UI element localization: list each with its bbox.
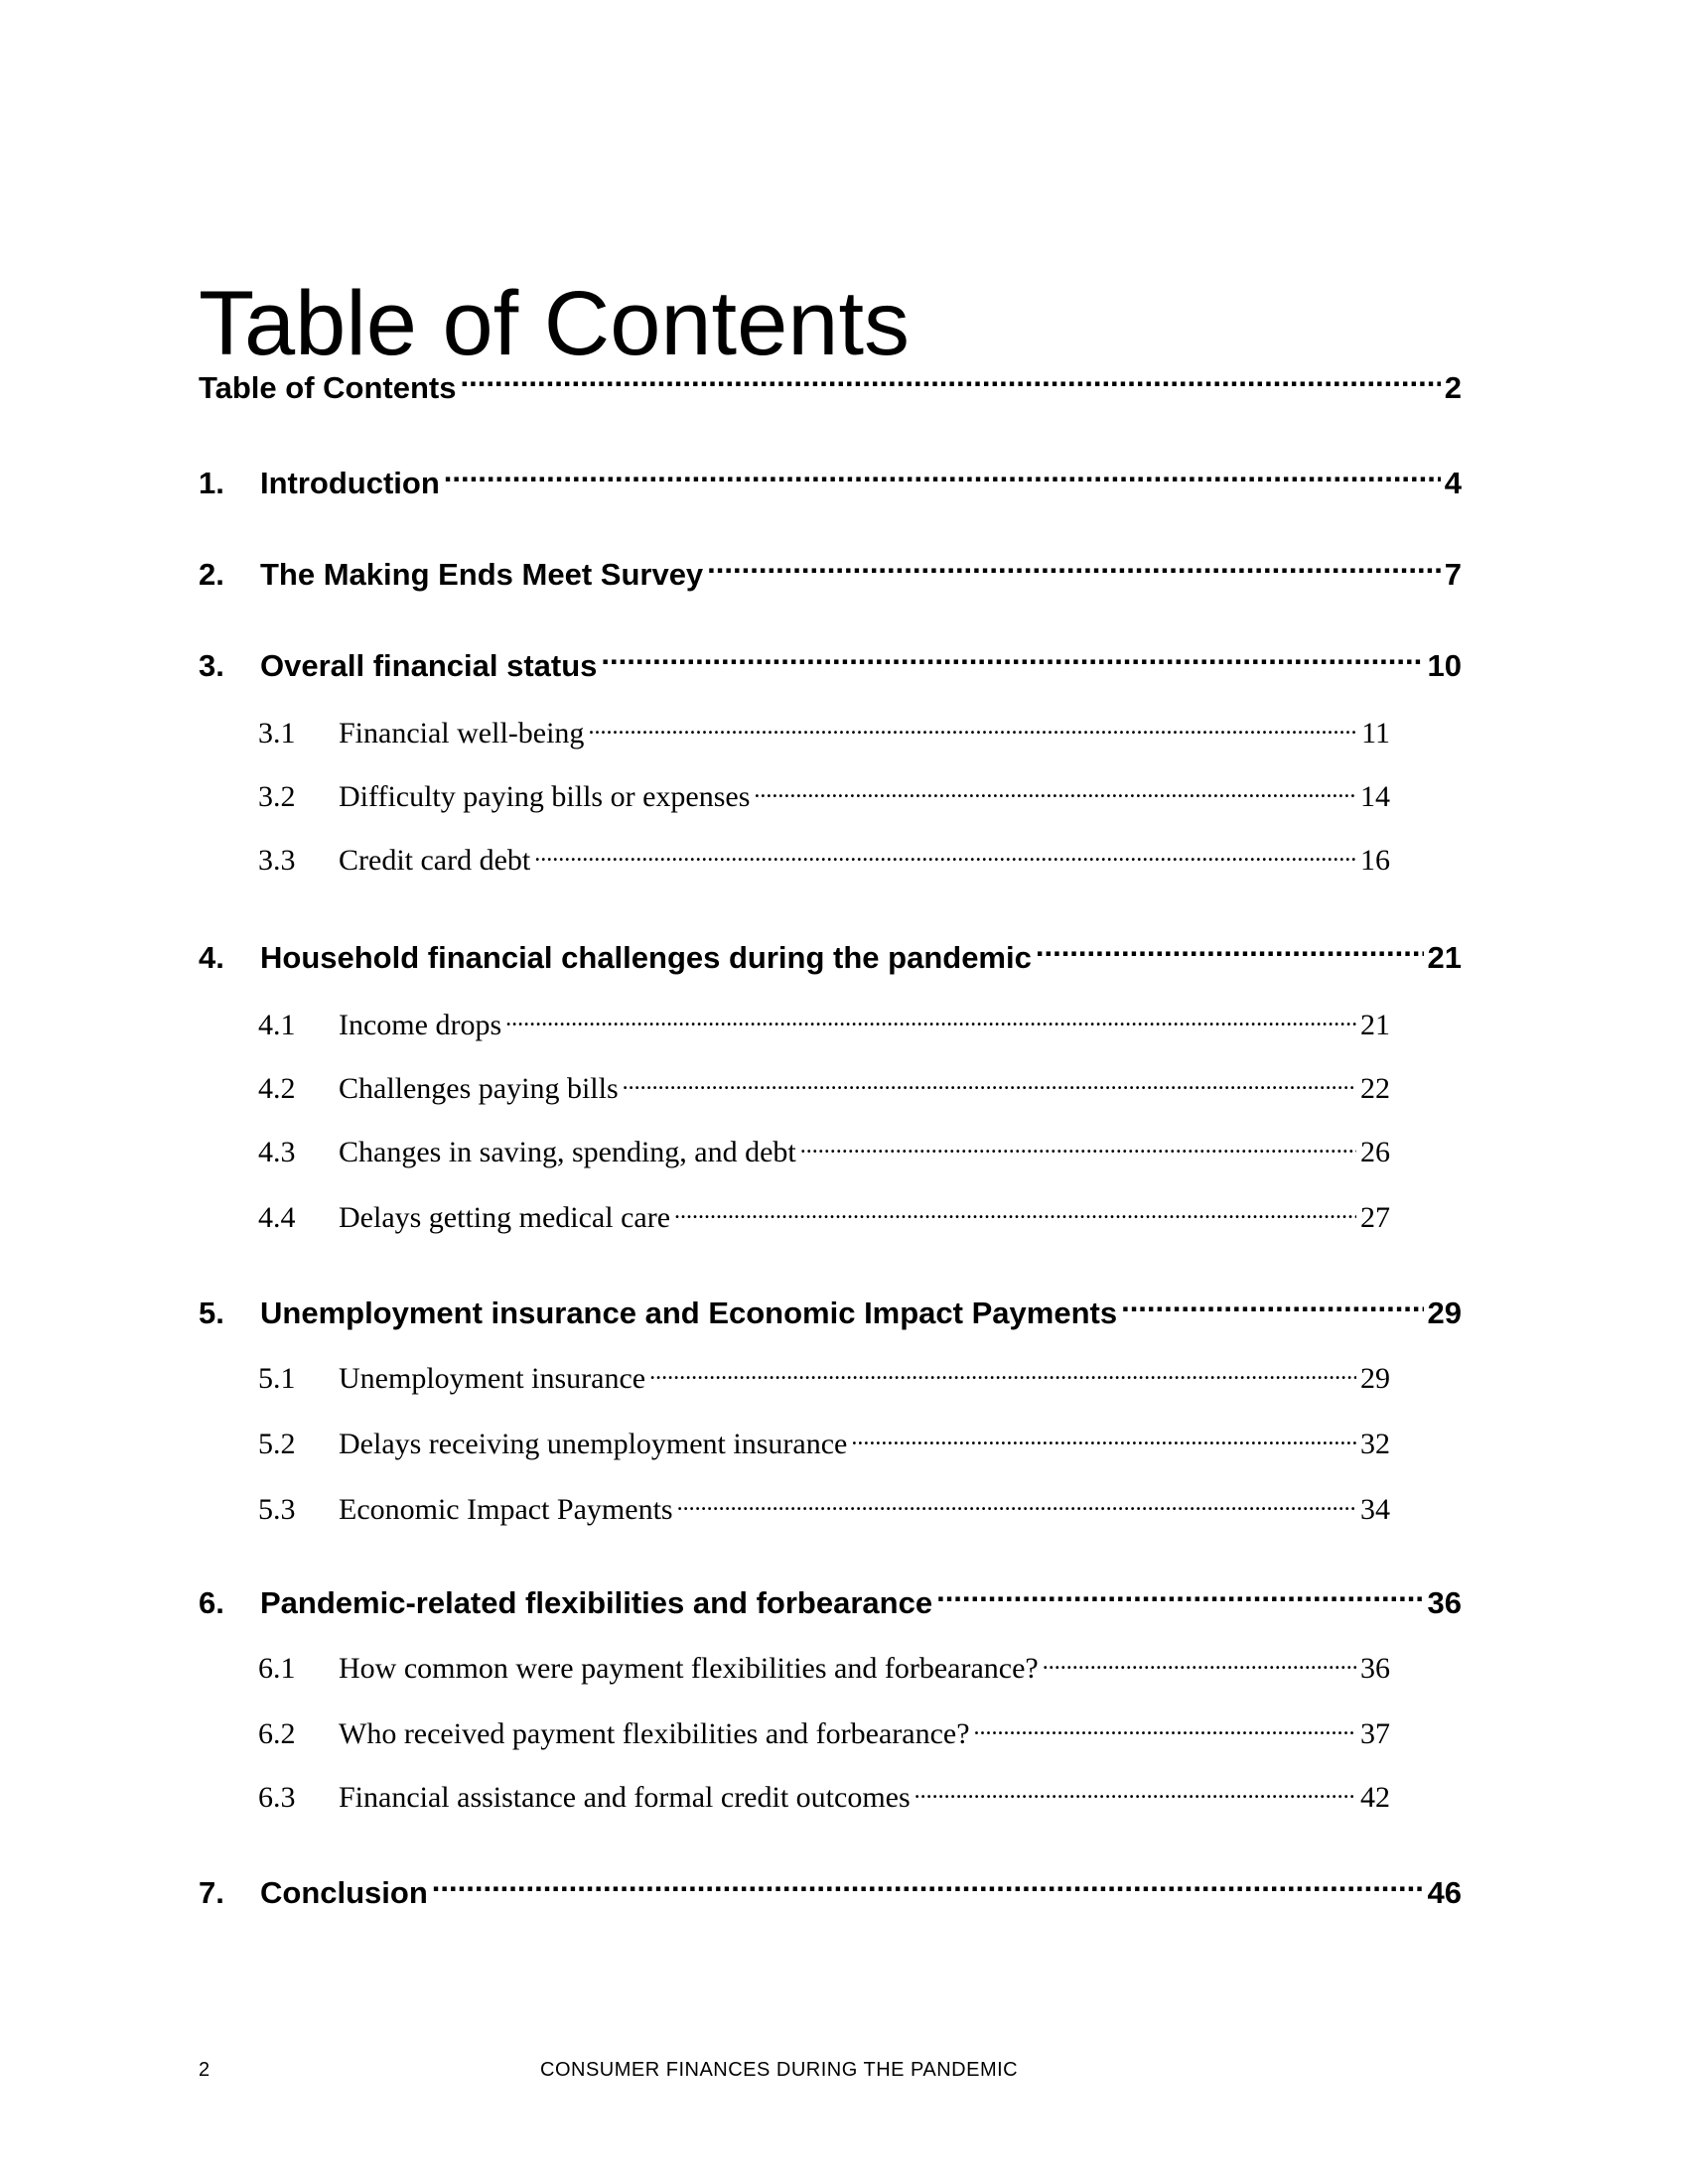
toc-entry-number: 3.2 [258, 780, 296, 813]
toc-leader-dots [460, 367, 1440, 398]
toc-leader-dots [505, 1005, 1356, 1034]
toc-entry-4-3[interactable] [258, 1132, 1390, 1169]
toc-entry-page: 46 [1427, 1875, 1462, 1910]
page-title: Table of Contents [199, 272, 911, 374]
toc-leader-dots [1043, 1648, 1356, 1678]
toc-entry-5-1[interactable] [258, 1358, 1390, 1396]
toc-leader-dots [649, 1358, 1356, 1388]
toc-entry-number: 3.1 [258, 717, 296, 750]
toc-entry-page: 2 [1444, 370, 1462, 405]
toc-entry-title: Table of Contents [199, 370, 457, 405]
toc-entry-title: Who received payment flexibilities and forbearance? [339, 1717, 970, 1750]
toc-entry-number: 4.2 [258, 1072, 296, 1105]
toc-entry-title: Conclusion [260, 1875, 428, 1910]
toc-entry-3-3[interactable] [258, 840, 1390, 878]
toc-leader-dots [1036, 937, 1424, 968]
toc-entry-number: 3. [199, 648, 224, 683]
toc-entry-number: 3.3 [258, 844, 296, 877]
toc-entry-title: Income drops [339, 1009, 502, 1041]
toc-entry-page: 22 [1360, 1072, 1390, 1105]
toc-entry-4-4[interactable] [258, 1197, 1390, 1235]
toc-entry-3[interactable] [199, 645, 1462, 684]
toc-leader-dots [677, 1489, 1356, 1519]
toc-entry-title: Financial well-being [339, 717, 585, 750]
toc-entry-number: 7. [199, 1875, 224, 1910]
toc-entry-3-1[interactable] [258, 713, 1390, 751]
toc-entry-title: Challenges paying bills [339, 1072, 619, 1105]
toc-entry-title: Changes in saving, spending, and debt [339, 1136, 796, 1168]
toc-entry-page: 32 [1360, 1428, 1390, 1460]
toc-entry-3-2[interactable] [258, 776, 1390, 814]
toc-entry-page: 16 [1360, 844, 1390, 877]
toc-entry-5-3[interactable] [258, 1489, 1390, 1527]
toc-entry-page: 29 [1360, 1362, 1390, 1395]
toc-entry-page: 14 [1360, 780, 1390, 813]
toc-entry-number: 2. [199, 557, 224, 592]
toc-leader-dots [432, 1872, 1424, 1903]
toc-entry-number: 5.1 [258, 1362, 296, 1395]
footer-running-title: CONSUMER FINANCES DURING THE PANDEMIC [540, 2059, 1019, 2081]
toc-entry-number: 4.3 [258, 1136, 296, 1168]
toc-entry-number: 4.1 [258, 1009, 296, 1041]
toc-entry-number: 6. [199, 1585, 224, 1620]
toc-leader-dots [1121, 1293, 1423, 1323]
toc-entry-4-2[interactable] [258, 1068, 1390, 1106]
toc-entry-title: Pandemic-related flexibilities and forbearance [260, 1585, 933, 1620]
toc-entry-5-2[interactable] [258, 1424, 1390, 1461]
toc-entry-title: Unemployment insurance and Economic Impact Payments [260, 1296, 1118, 1330]
toc-entry-number: 6.3 [258, 1781, 296, 1814]
toc-leader-dots [974, 1713, 1356, 1743]
toc-leader-dots [754, 776, 1356, 806]
toc-entry-6-2[interactable] [258, 1713, 1390, 1751]
toc-entry-page: 26 [1360, 1136, 1390, 1168]
toc-entry-6[interactable] [199, 1582, 1462, 1621]
toc-entry-page: 34 [1360, 1493, 1390, 1526]
toc-leader-dots [674, 1197, 1356, 1227]
toc-entry-page: 21 [1427, 940, 1462, 975]
toc-entry-title: Economic Impact Payments [339, 1493, 673, 1526]
toc-entry-title: Unemployment insurance [339, 1362, 646, 1395]
toc-leader-dots [534, 840, 1356, 870]
toc-entry-number: 4. [199, 940, 224, 975]
toc-entry-title: Credit card debt [339, 844, 531, 877]
toc-entry-page: 7 [1444, 557, 1462, 592]
toc-entry-6-3[interactable] [258, 1777, 1390, 1815]
toc-leader-dots [588, 713, 1357, 743]
toc-entry-title: Delays receiving unemployment insurance [339, 1428, 848, 1460]
toc-entry-title: Overall financial status [260, 648, 598, 683]
toc-entry-page: 11 [1361, 717, 1390, 750]
toc-leader-dots [623, 1068, 1356, 1098]
toc-entry-title: Delays getting medical care [339, 1201, 671, 1234]
toc-entry-table-of-contents[interactable] [199, 367, 1462, 406]
toc-entry-page: 27 [1360, 1201, 1390, 1234]
toc-entry-2[interactable] [199, 554, 1462, 593]
toc-entry-page: 4 [1444, 466, 1462, 500]
toc-entry-title: How common were payment flexibilities and forbearance? [339, 1652, 1039, 1685]
toc-entry-6-1[interactable] [258, 1648, 1390, 1686]
toc-entry-number: 5.3 [258, 1493, 296, 1526]
toc-entry-page: 42 [1360, 1781, 1390, 1814]
toc-leader-dots [851, 1424, 1356, 1453]
toc-entry-page: 10 [1427, 648, 1462, 683]
toc-entry-number: 1. [199, 466, 224, 500]
toc-entry-title: Financial assistance and formal credit outcomes [339, 1781, 911, 1814]
toc-leader-dots [914, 1777, 1356, 1807]
toc-entry-title: Introduction [260, 466, 440, 500]
toc-entry-5[interactable] [199, 1293, 1462, 1331]
toc-leader-dots [601, 645, 1423, 676]
toc-entry-page: 36 [1427, 1585, 1462, 1620]
toc-entry-number: 6.1 [258, 1652, 296, 1685]
toc-entry-number: 4.4 [258, 1201, 296, 1234]
toc-entry-4[interactable] [199, 937, 1462, 976]
toc-leader-dots [444, 463, 1441, 493]
toc-leader-dots [707, 554, 1441, 585]
toc-entry-1[interactable] [199, 463, 1462, 501]
toc-entry-page: 37 [1360, 1717, 1390, 1750]
toc-entry-page: 36 [1360, 1652, 1390, 1685]
toc-entry-number: 5.2 [258, 1428, 296, 1460]
toc-entry-title: Household financial challenges during the pandemic [260, 940, 1032, 975]
toc-entry-title: Difficulty paying bills or expenses [339, 780, 751, 813]
toc-entry-7[interactable] [199, 1872, 1462, 1911]
toc-leader-dots [936, 1582, 1423, 1613]
toc-entry-number: 5. [199, 1296, 224, 1330]
toc-leader-dots [800, 1132, 1356, 1161]
toc-entry-title: The Making Ends Meet Survey [260, 557, 704, 592]
toc-entry-4-1[interactable] [258, 1005, 1390, 1042]
toc-entry-page: 21 [1360, 1009, 1390, 1041]
toc-entry-number: 6.2 [258, 1717, 296, 1750]
toc-entry-page: 29 [1427, 1296, 1462, 1330]
footer-page-number: 2 [199, 2059, 211, 2081]
